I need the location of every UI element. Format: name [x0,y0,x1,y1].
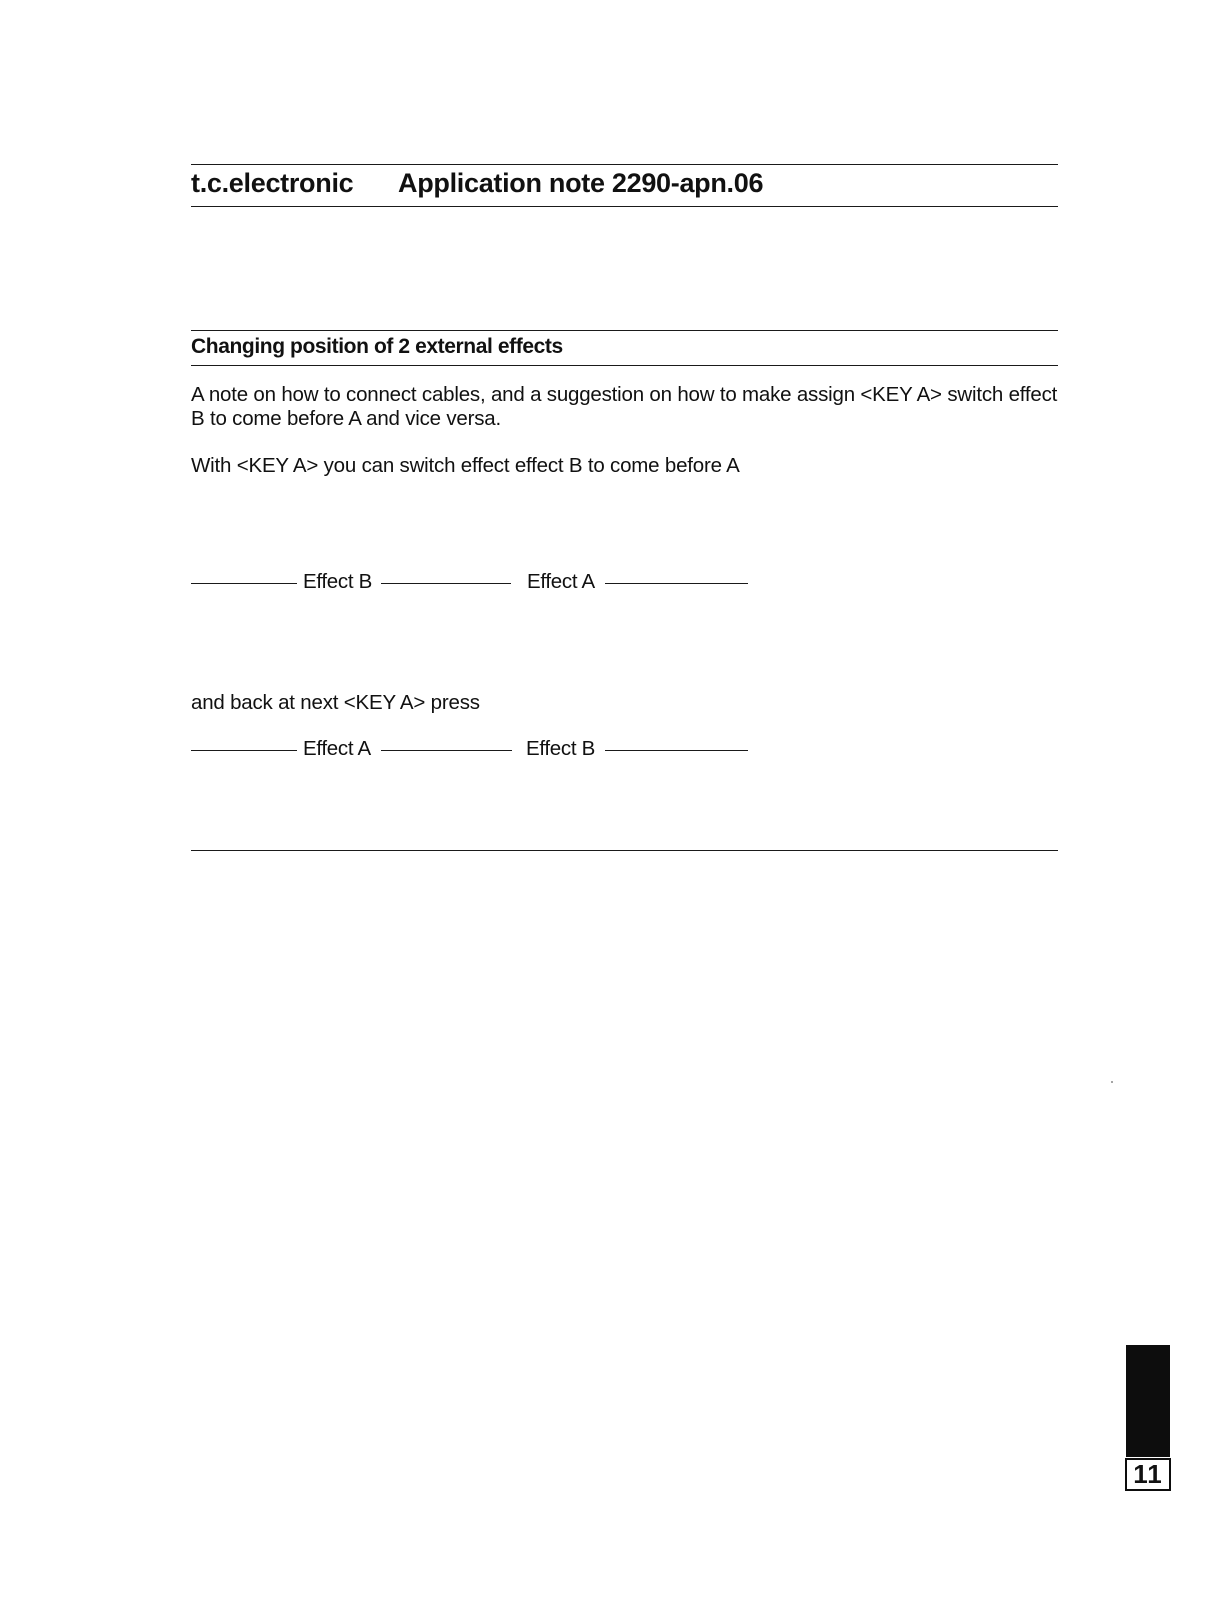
page-number: 11 [1125,1458,1171,1491]
page-tab-marker [1126,1345,1170,1457]
signal-chain-first [191,569,751,599]
section-end-rule [191,850,1058,851]
chain-line [605,750,748,751]
chain-line [191,583,297,584]
header-top-rule [191,164,1058,165]
chain-effect-label: Effect B [526,737,596,760]
intro-paragraph: A note on how to connect cables, and a suggestion on how to make assign <KEY A> switch effect B to come before A and vice versa. [191,383,1058,430]
chain-line [381,583,511,584]
scan-speck [1111,1081,1113,1083]
signal-chain-second [191,736,751,766]
page-header [191,168,763,199]
chain-effect-label: Effect A [303,737,371,760]
header-bottom-rule [191,206,1058,207]
chain-effect-label: Effect A [527,570,595,593]
with-key-paragraph: With <KEY A> you can switch effect effect B to come before A [191,454,740,477]
chain-line [605,583,748,584]
document-title: Application note 2290-apn.06 [398,168,764,198]
chain-line [191,750,297,751]
section-bottom-rule [191,365,1058,366]
chain-line [381,750,512,751]
section-top-rule [191,330,1058,331]
and-back-paragraph: and back at next <KEY A> press [191,691,480,714]
chain-effect-label: Effect B [303,570,373,593]
section-title: Changing position of 2 external effects [191,335,563,358]
brand-name: t.c.electronic [191,168,354,198]
